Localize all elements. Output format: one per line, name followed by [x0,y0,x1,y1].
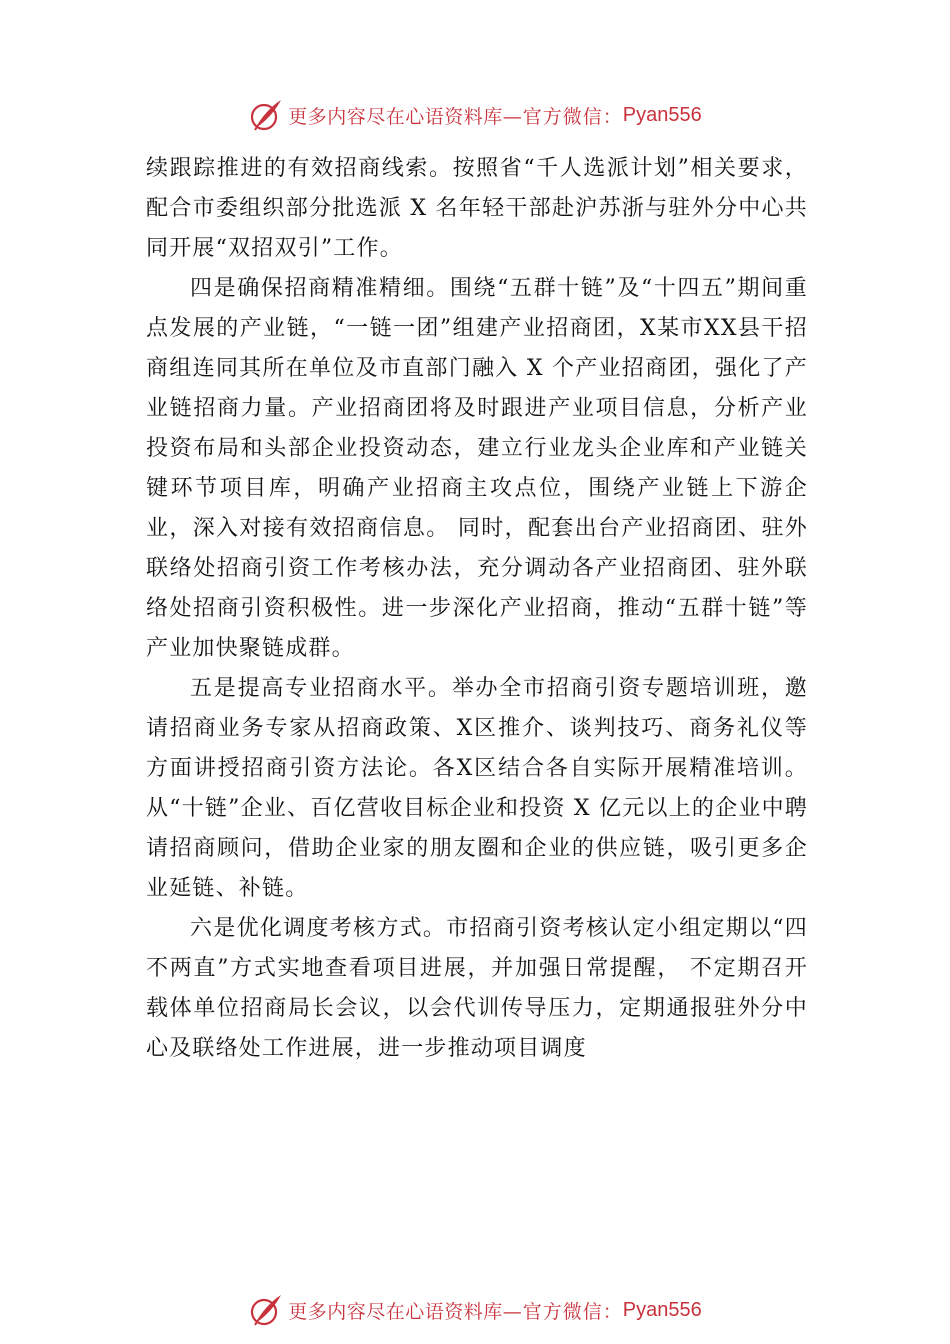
paragraph-six: 六是优化调度考核方式。市招商引资考核认定小组定期以“四不两直”方式实地查看项目进展，并加强日常提醒， 不定期召开载体单位招商局长会议，以会代训传导压力，定期通报驻外分中心及联络处工作进展，进一步推动项目调度 [146,916,808,1061]
banner-subtitle: —官方微信： [502,105,623,128]
banner-title: 更多内容尽在心语资料库 [288,105,503,128]
paragraph-continuation: 续跟踪推进的有效招商线索。按照省“千人选派计划”相关要求，配合市委组织部分批选派 X 名年轻干部赴沪苏浙与驻外分中心共同开展“双招双引”工作。 [146,156,808,261]
quill-pen-seal-icon [248,1292,284,1328]
paragraph-five: 五是提高专业招商水平。举办全市招商引资专题培训班，邀请招商业务专家从招商政策、X区推介、谈判技巧、商务礼仪等方面讲授招商引资方法论。各X区结合各自实际开展精准培训。从“十链”企业、百亿营收目标企业和投资 X 亿元以上的企业中聘请招商顾问，借助企业家的朋友圈和企业的供应链，吸引更多企业延链、补链。 [146,676,808,901]
banner-wechat-id: Pyan556 [622,1298,702,1321]
paragraph-four: 四是确保招商精准精细。围绕“五群十链”及“十四五”期间重点发展的产业链，“一链一团”组建产业招商团，X某市XX县干招商组连同其所在单位及市直部门融入 X 个产业招商团，强化了产业链招商力量。产业招商团将及时跟进产业项目信息，分析产业投资布局和头部企业投资动态，建立行业龙头企业库和产业链关键环节项目库，明确产业招商主攻点位，围绕产业链上下游企业，深入对接有效招商信息。 同时，配套出台产业招商团、驻外联络处招商引资工作考核办法，充分调动各产业招商团、驻外联络处招商引资积极性。进一步深化产业招商，推动“五群十链”等产业加快聚链成群。 [146,276,808,661]
footer-banner [0,1288,950,1332]
banner-wechat-id: Pyan556 [622,103,702,126]
header-banner [0,93,950,137]
document-body [146,149,808,1069]
banner-subtitle: —官方微信： [502,1300,623,1323]
banner-title: 更多内容尽在心语资料库 [288,1300,503,1323]
quill-pen-seal-icon [248,97,284,133]
